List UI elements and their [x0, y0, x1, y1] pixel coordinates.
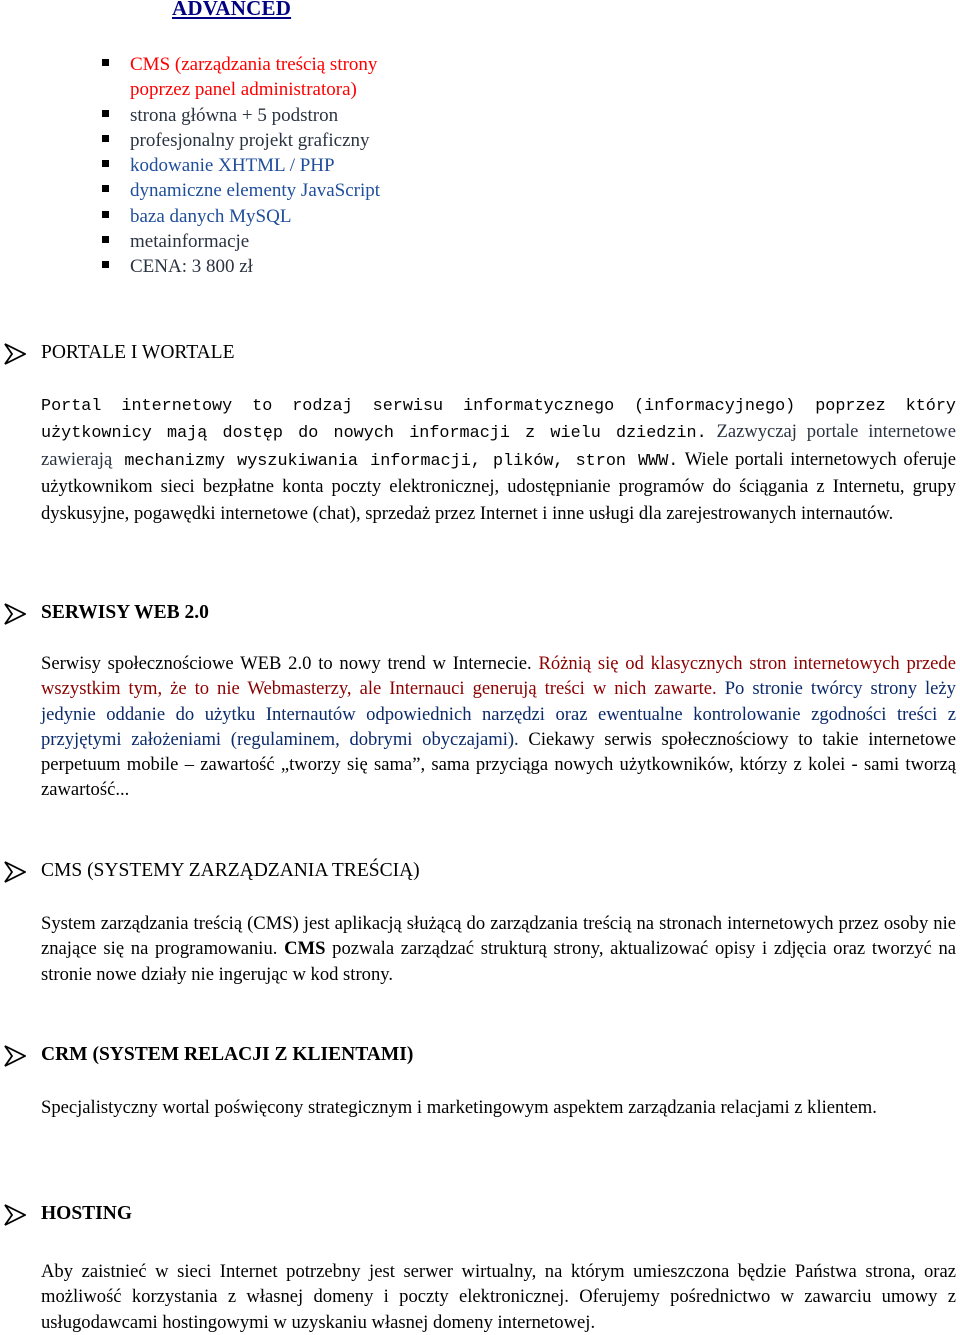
section-paragraph: Specjalistyczny wortal poświęcony strategicznym i marketingowym aspektem zarządzania relacjami z klientem. [41, 1097, 877, 1118]
section-portale [0, 340, 960, 525]
section-header [0, 858, 960, 888]
feature-text: kodowanie XHTML / PHP [130, 155, 335, 177]
paragraph-text: Ciekawy serwis społecznościowy to takie internetowe perpetuum mobile – zawartość „tworzy się sama”, sama przyciąga nowych użytkowników, którzy z kolei - sami tworzą zawartość... [41, 728, 956, 801]
arrowhead-bullet-icon [4, 1045, 26, 1067]
paragraph-text: mechanizmy wyszukiwania informacji, plików, stron WWW. [124, 451, 679, 471]
feature-list-item [100, 128, 380, 153]
feature-text: dynamiczne elementy JavaScript [130, 180, 381, 202]
section-header [0, 1042, 960, 1072]
section-paragraph [41, 651, 956, 803]
section-header [0, 600, 960, 630]
section-crm [0, 1042, 960, 1118]
feature-text: strona główna + 5 podstron [130, 104, 339, 126]
arrowhead-bullet-icon [4, 1204, 26, 1226]
arrowhead-bullet-icon [4, 861, 26, 883]
section-title: SERWISY WEB 2.0 [41, 602, 209, 623]
paragraph-text: System zarządzania treścią (CMS) jest aplikacją służącą do zarządzania treścią na stronach internetowych przez osoby nie znające się na programowaniu. [41, 913, 956, 960]
feature-text: poprzez panel administratora) [130, 79, 357, 101]
section-header [0, 340, 960, 370]
square-bullet-icon [102, 261, 109, 268]
section-cms [0, 858, 960, 985]
square-bullet-icon [102, 185, 109, 192]
paragraph-text: Wiele portali internetowych oferuje użytkownikom sieci bezpłatne konta poczty elektronicznej, udostępnianie programów do ściągania z Internetu, grupy dyskusyjne, pogawędki internetowe (chat), sprzedaż przez Internet i inne usługi dla zarejestrowanych internautów. [41, 448, 956, 525]
square-bullet-icon [102, 59, 109, 66]
feature-list-item [100, 103, 380, 128]
section-hosting [0, 1201, 960, 1333]
feature-list-item [100, 204, 380, 229]
feature-text: CENA: 3 800 zł [130, 256, 253, 278]
feature-list-item [100, 254, 380, 279]
feature-text: metainformacje [130, 231, 250, 253]
paragraph-text: Portal internetowy to rodzaj serwisu informatycznego (informacyjnego) poprzez który użytkownicy mają dostęp do nowych informacji z wielu dziedzin. [41, 397, 956, 444]
section-title: PORTALE I WORTALE [41, 342, 235, 363]
arrowhead-bullet-icon [4, 603, 26, 625]
square-bullet-icon [102, 110, 109, 117]
feature-list-item [100, 77, 380, 102]
section-title: CMS (SYSTEMY ZARZĄDZANIA TREŚCIĄ) [41, 860, 420, 881]
feature-text: baza danych MySQL [130, 205, 292, 227]
square-bullet-icon [102, 135, 109, 142]
square-bullet-icon [102, 211, 109, 218]
paragraph-text: Po stronie twórcy strony leży jedynie oddanie do użytku Internautów odpowiednich narzędzi oraz ewentualne kontrolowanie zgodności treści z przyjętymi założeniami (regulaminem, dobrymi obyczajami). [41, 678, 956, 750]
feature-list-item [100, 178, 380, 203]
section-title: HOSTING [41, 1203, 133, 1224]
paragraph-text: Zazwyczaj portale internetowe zawierają [41, 421, 956, 470]
paragraph-text: Różnią się od klasycznych stron internetowych przede wszystkim tym, że to nie Webmasterzy, ale Internauci generują treści w nich zawarte. [41, 653, 956, 700]
section-paragraph [41, 394, 956, 528]
paragraph-text: Serwisy społecznościowe WEB 2.0 to nowy trend w Internecie. [41, 653, 532, 674]
paragraph-text: pozwala zarządzać strukturą strony, aktualizować opisy i zdjęcia oraz tworzyć na stronie nowe działy nie ingerując w kod strony. [41, 938, 957, 985]
arrowhead-bullet-icon [4, 343, 26, 365]
feature-list [100, 52, 380, 280]
section-paragraph: Aby zaistnieć w sieci Internet potrzebny jest serwer wirtualny, na którym umieszczona będzie Państwa strona, oraz możliwość korzystania z własnej domeny i poczty elektronicznej. Oferujemy pośrednictwo w zawarciu umowy z usługodawcami hostingowymi w uzyskaniu własnej domeny internetowej. [41, 1261, 956, 1333]
package-heading: ADVANCED [172, 0, 292, 20]
square-bullet-icon [102, 236, 109, 243]
feature-text: CMS (zarządzania treścią strony [130, 54, 378, 75]
section-header [0, 1201, 960, 1231]
feature-list-item [100, 153, 380, 178]
section-web20 [0, 600, 960, 801]
paragraph-text: CMS [277, 938, 326, 960]
feature-text: profesjonalny projekt graficzny [130, 129, 370, 151]
feature-list-item [100, 229, 380, 254]
feature-list-item [100, 52, 380, 77]
square-bullet-icon [102, 160, 109, 167]
section-title: CRM (SYSTEM RELACJI Z KLIENTAMI) [41, 1044, 414, 1065]
section-paragraph [41, 911, 956, 987]
